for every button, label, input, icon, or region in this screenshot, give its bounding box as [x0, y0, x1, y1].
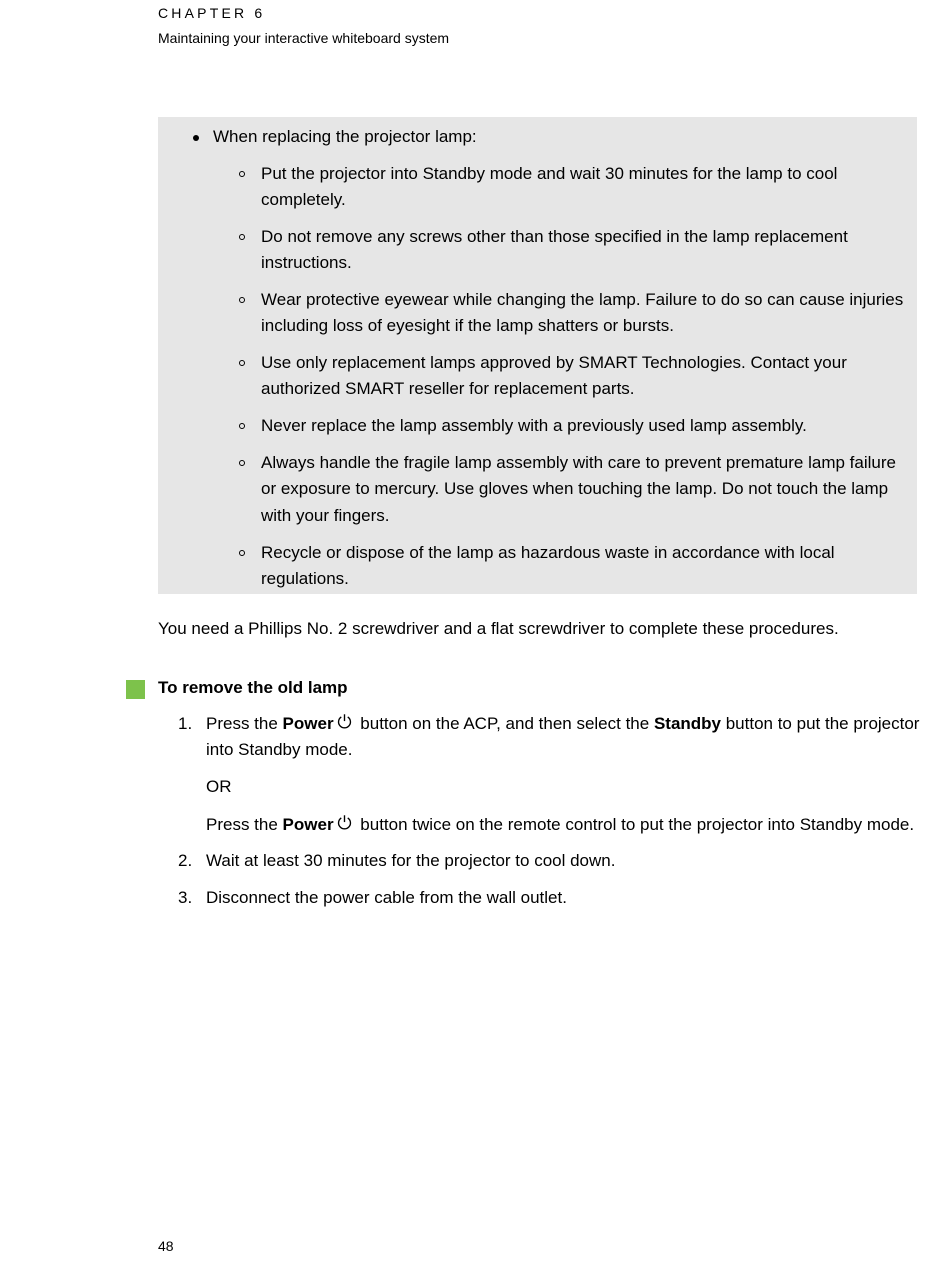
warning-item-text: Wear protective eyewear while changing the lamp. Failure to do so can cause injuries including loss of eyesight if the lamp shatters or bursts. [261, 290, 904, 336]
step-number: 1. [178, 714, 193, 733]
or-text: OR [206, 777, 232, 796]
step-text [206, 812, 921, 838]
section-heading: To remove the old lamp [158, 678, 348, 697]
warning-item-text: Recycle or dispose of the lamp as hazardous waste in accordance with local regulations. [261, 543, 835, 589]
power-label: Power [282, 714, 334, 733]
bullet-circle [239, 171, 245, 177]
warning-item-text: Never replace the lamp assembly with a previously used lamp assembly. [261, 416, 807, 435]
chapter-subtitle: Maintaining your interactive whiteboard system [158, 30, 450, 46]
bullet-circle [239, 360, 245, 366]
warning-item-text: Put the projector into Standby mode and wait 30 minutes for the lamp to cool completely. [261, 164, 838, 210]
warning-item [261, 540, 913, 593]
section-marker [126, 680, 145, 699]
intro-paragraph: You need a Phillips No. 2 screwdriver and a flat screwdriver to complete these procedures. [158, 619, 839, 638]
bullet-circle [239, 423, 245, 429]
step-text-part: Press the [206, 815, 283, 834]
warning-item [261, 450, 913, 529]
warning-item [261, 224, 913, 277]
step-text: Disconnect the power cable from the wall outlet. [206, 888, 567, 907]
step-text-part: button twice on the remote control to put the projector into Standby mode. [355, 815, 915, 834]
warning-item [261, 413, 913, 439]
warning-item-text: Do not remove any screws other than those specified in the lamp replacement instructions. [261, 227, 848, 273]
step-number: 3. [178, 888, 193, 907]
warning-item [261, 287, 913, 340]
power-icon [336, 713, 353, 730]
bullet-dot [193, 135, 199, 141]
step-text: Wait at least 30 minutes for the projector to cool down. [206, 851, 616, 870]
step-text-part: Press the [206, 714, 283, 733]
warning-intro [213, 127, 477, 147]
warning-item [261, 350, 913, 403]
step-text [206, 711, 921, 763]
warning-item-text: Use only replacement lamps approved by SMART Technologies. Contact your authorized SMART reseller for replacement parts. [261, 353, 847, 399]
warning-item-text: Always handle the fragile lamp assembly with care to prevent premature lamp failure or exposure to mercury. Use gloves when touching the lamp. Do not touch the lamp with your fingers. [261, 453, 896, 525]
warning-intro-text: When replacing the projector lamp: [213, 127, 477, 146]
bullet-circle [239, 550, 245, 556]
step-number: 2. [178, 851, 193, 870]
standby-label: Standby [653, 714, 721, 733]
page-number: 48 [158, 1238, 174, 1254]
power-label: Power [282, 815, 334, 834]
chapter-label: CHAPTER 6 [158, 5, 266, 21]
bullet-circle [239, 460, 245, 466]
power-icon [336, 814, 353, 831]
step-text-part: button to put the projector into Standby mode. [206, 714, 920, 759]
step-text-part: button on the ACP, and then select the [355, 714, 654, 733]
warning-item [261, 161, 913, 214]
warning-box [158, 117, 917, 594]
bullet-circle [239, 234, 245, 240]
bullet-circle [239, 297, 245, 303]
